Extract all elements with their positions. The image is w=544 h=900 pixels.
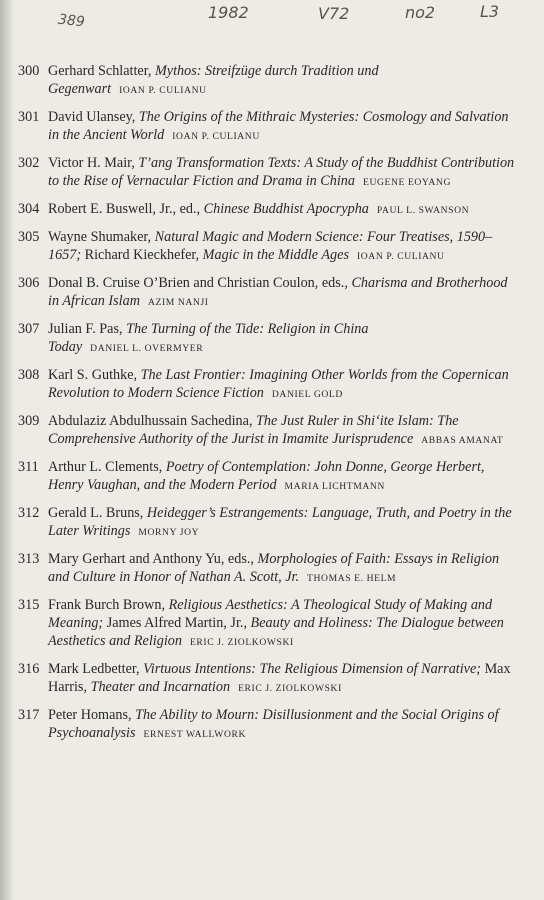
page-number: 302	[18, 155, 40, 171]
reviewer-name: DANIEL GOLD	[271, 389, 343, 400]
review-entry	[0, 504, 520, 542]
page-number: 307	[18, 321, 40, 337]
reviewer-name: DANIEL L. OVERMYER	[90, 343, 204, 354]
book-author: Mark Ledbetter,	[48, 661, 144, 677]
book-title: Magic in the Middle Ages	[202, 247, 349, 263]
page-number: 308	[18, 367, 40, 383]
book-title: Natural Magic and Modern Science: Four Treatises, 1590–1657;	[48, 229, 493, 263]
book-author: David Ulansey,	[48, 109, 139, 125]
review-entry	[0, 458, 520, 496]
reviewer-name: ERIC J. ZIOLKOWSKI	[189, 637, 294, 648]
reviewer-name: AZIM NANJI	[147, 297, 209, 308]
handwritten-issue: no2	[405, 3, 436, 22]
review-entry	[0, 660, 520, 698]
review-entry	[0, 108, 520, 146]
review-entry	[0, 596, 520, 652]
book-title: Heidegger’s Estrangements: Language, Truth, and Poetry in the Later Writings	[48, 505, 512, 539]
handwritten-notes	[0, 0, 544, 44]
book-author: Abdulaziz Abdulhussain Sachedina,	[48, 413, 257, 429]
book-title: The Last Frontier: Imagining Other Worlds from the Copernican Revolution to Modern Science Fiction	[48, 367, 509, 401]
book-author: James Alfred Martin, Jr.,	[103, 615, 251, 631]
book-author: Max Harris,	[48, 661, 511, 695]
reviewer-name: IOAN P. CULIANU	[119, 85, 207, 96]
review-entry	[0, 274, 520, 312]
review-entry	[0, 200, 520, 220]
reviewer-name: IOAN P. CULIANU	[172, 131, 260, 142]
reviewer-name: ERNEST WALLWORK	[143, 729, 247, 740]
book-author: Arthur L. Clements,	[48, 459, 166, 475]
reviewer-name: MARIA LICHTMANN	[284, 481, 385, 492]
page-number: 317	[18, 707, 40, 723]
page-number: 312	[18, 505, 40, 521]
book-author: Mary Gerhart and Anthony Yu, eds.,	[48, 551, 258, 567]
book-title: Theater and Incarnation	[90, 679, 231, 695]
book-author: Frank Burch Brown,	[48, 597, 169, 613]
book-author: Gerald L. Bruns,	[48, 505, 147, 521]
handwritten-shelf-mark: L3	[480, 2, 500, 21]
handwritten-year: 1982	[208, 3, 249, 22]
page-number: 311	[18, 459, 39, 475]
review-entry	[0, 366, 520, 404]
page-number: 315	[18, 597, 40, 613]
book-title: Religious Aesthetics: A Theological Study of Making and Meaning;	[48, 597, 493, 631]
book-title: Chinese Buddhist Apocrypha	[203, 201, 369, 217]
review-entry	[0, 550, 520, 588]
review-entry	[0, 412, 520, 450]
book-author: Julian F. Pas,	[48, 321, 127, 337]
page-number: 304	[18, 201, 40, 217]
book-author: Robert E. Buswell, Jr., ed.,	[48, 201, 204, 217]
book-title: Charisma and Brotherhood in African Islam	[48, 275, 508, 309]
book-title: The Just Ruler in Shi‘ite Islam: The Comprehensive Authority of the Jurist in Imamite Jurisprudence	[48, 413, 459, 447]
book-title: The Ability to Mourn: Disillusionment and the Social Origins of Psychoanalysis	[48, 707, 499, 741]
book-title: Beauty and Holiness: The Dialogue between Aesthetics and Religion	[48, 615, 504, 649]
book-author: Victor H. Mair,	[48, 155, 139, 171]
reviewer-name: ERIC J. ZIOLKOWSKI	[238, 683, 342, 694]
book-review-list	[0, 62, 520, 752]
reviewer-name: MORNY JOY	[138, 527, 200, 538]
review-entry	[0, 228, 520, 266]
book-title: T’ang Transformation Texts: A Study of the Buddhist Contribution to the Rise of Vernacular Fiction and Drama in China	[48, 155, 515, 189]
page-number: 313	[18, 551, 40, 567]
book-author: Richard Kieckhefer,	[81, 247, 203, 263]
page-number: 301	[18, 109, 40, 125]
book-title: The Origins of the Mithraic Mysteries: Cosmology and Salvation in the Ancient World	[48, 109, 509, 143]
page-number: 309	[18, 413, 40, 429]
book-author: Donal B. Cruise O’Brien and Christian Coulon, eds.,	[48, 275, 352, 291]
review-entry	[0, 62, 520, 100]
book-author: Karl S. Guthke,	[48, 367, 141, 383]
review-entry	[0, 320, 520, 358]
book-title: The Turning of the Tide: Religion in China Today	[48, 321, 369, 355]
handwritten-page-number: 389	[57, 11, 86, 31]
page-number: 306	[18, 275, 40, 291]
review-entry	[0, 154, 520, 192]
book-title: Mythos: Streifzüge durch Tradition und Gegenwart	[48, 63, 379, 97]
page-number: 300	[18, 63, 40, 79]
book-author: Peter Homans,	[48, 707, 136, 723]
book-author: Wayne Shumaker,	[48, 229, 155, 245]
reviewer-name: THOMAS E. HELM	[307, 573, 397, 584]
reviewer-name: ABBAS AMANAT	[421, 435, 504, 446]
page-number: 305	[18, 229, 40, 245]
reviewer-name: IOAN P. CULIANU	[356, 251, 445, 262]
reviewer-name: EUGENE EOYANG	[362, 177, 451, 188]
book-title: Morphologies of Faith: Essays in Religion and Culture in Honor of Nathan A. Scott, Jr.	[48, 551, 500, 585]
book-author: Gerhard Schlatter,	[48, 63, 155, 79]
handwritten-volume: V72	[318, 4, 350, 23]
review-entry	[0, 706, 520, 744]
book-title: Virtuous Intentions: The Religious Dimension of Narrative;	[143, 661, 482, 677]
page-number: 316	[18, 661, 40, 677]
book-title: Poetry of Contemplation: John Donne, George Herbert, Henry Vaughan, and the Modern Period	[48, 459, 485, 493]
reviewer-name: PAUL L. SWANSON	[376, 205, 470, 216]
